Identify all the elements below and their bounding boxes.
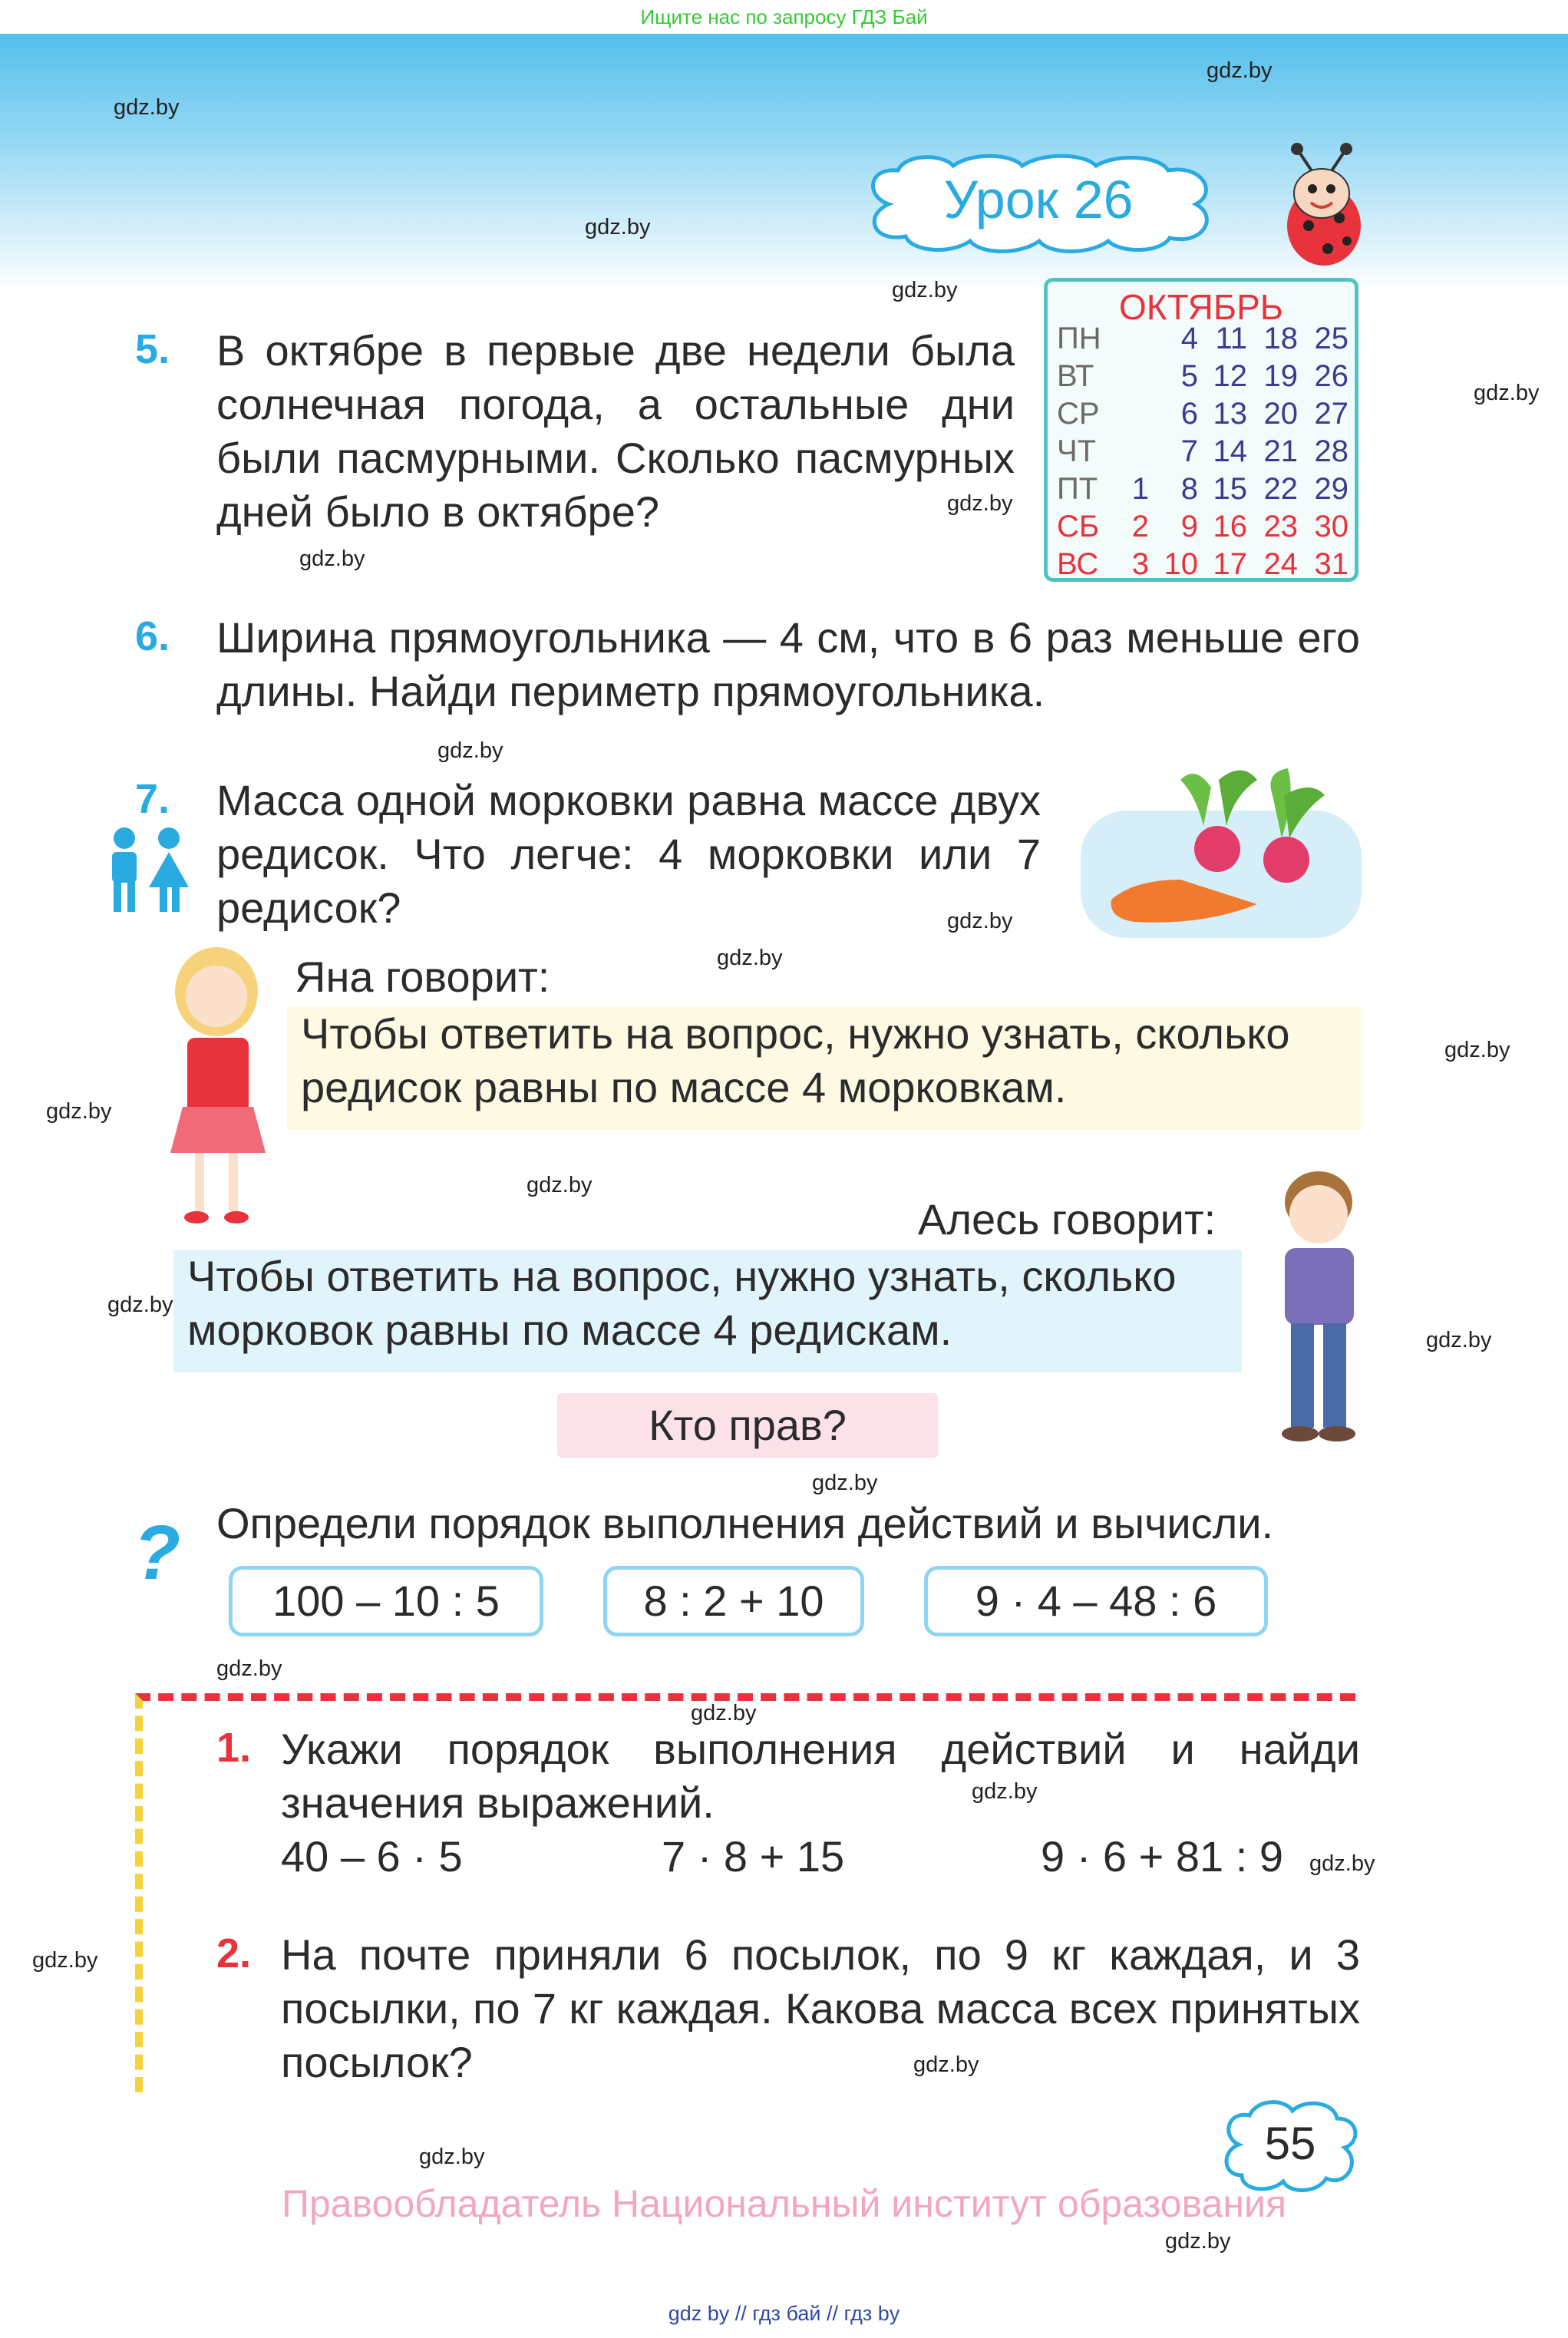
date: 24: [1263, 547, 1298, 581]
october-calendar: [1044, 278, 1358, 582]
watermark: gdz.by: [1309, 1851, 1375, 1876]
date: 9: [1180, 510, 1198, 543]
watermark: gdz.by: [419, 2145, 485, 2169]
ales-says-label: Алесь говорит:: [918, 1195, 1216, 1243]
watermark: gdz.by: [717, 946, 783, 970]
weekday: ПН: [1057, 322, 1101, 355]
watermark: gdz.by: [691, 1701, 757, 1725]
date: 2: [1131, 510, 1149, 543]
watermark: gdz.by: [1426, 1328, 1492, 1352]
calendar-row: [1057, 434, 1356, 471]
date: 28: [1314, 434, 1348, 468]
date: 11: [1215, 322, 1247, 355]
task-6-number: 6.: [135, 613, 170, 659]
yana-girl-illustration: [161, 946, 276, 1230]
watermark: gdz.by: [1444, 1038, 1510, 1062]
watermark: gdz.by: [892, 278, 958, 302]
date: 16: [1213, 510, 1247, 543]
ales-boy-illustration: [1259, 1167, 1374, 1451]
calendar-month: ОКТЯБРЬ: [1119, 287, 1283, 327]
radish-carrot-illustration: [1081, 764, 1362, 938]
extra-task-2-number: 2.: [216, 1930, 252, 1976]
date: 31: [1314, 547, 1348, 581]
calendar-row: [1057, 510, 1356, 547]
calendar-row: [1057, 359, 1356, 396]
date: 13: [1213, 397, 1247, 431]
watermark: gdz.by: [913, 2052, 979, 2077]
watermark: gdz.by: [216, 1656, 282, 1681]
yana-speech-box: Чтобы ответить на вопрос, нужно узнать, сколько редисок равны по массе 4 морковкам.: [287, 1007, 1362, 1130]
watermark: gdz.by: [114, 95, 180, 120]
extra-task-1-text: Укажи порядок выполнения действий и найди значения выражений.: [281, 1725, 1360, 1827]
task-5-number: 5.: [135, 326, 170, 372]
ladybug-icon: [1274, 141, 1374, 272]
date: 20: [1263, 397, 1298, 431]
weekday: СБ: [1057, 510, 1100, 543]
task-6-text: Ширина прямоугольника — 4 см, что в 6 раз меньше его длины. Найди периметр прямоугольника.: [216, 613, 1360, 715]
weekday: ВС: [1057, 547, 1099, 581]
date: 14: [1213, 434, 1247, 468]
top-banner[interactable]: Ищите нас по запросу ГДЗ Бай: [0, 0, 1568, 34]
watermark: gdz.by: [1165, 2229, 1231, 2254]
lesson-title-cloud: [858, 150, 1226, 255]
date: 22: [1263, 472, 1298, 506]
date: 8: [1180, 472, 1198, 506]
lesson-title: Урок 26: [943, 170, 1134, 230]
date: 4: [1180, 322, 1198, 355]
watermark: gdz.by: [1474, 381, 1540, 405]
calendar-row: [1057, 472, 1356, 509]
calendar-row: [1057, 547, 1356, 584]
watermark: gdz.by: [107, 1293, 173, 1317]
expression-box: 8 : 2 + 10: [603, 1566, 864, 1636]
date: 5: [1180, 359, 1198, 393]
date: 25: [1314, 322, 1348, 355]
page-number: 55: [1264, 2118, 1316, 2169]
date: 26: [1314, 359, 1348, 393]
watermark: gdz.by: [947, 491, 1013, 516]
watermark: gdz.by: [972, 1779, 1038, 1804]
watermark: gdz.by: [437, 738, 503, 763]
date: 19: [1263, 359, 1298, 393]
pair-work-icon: [98, 824, 195, 913]
date: 15: [1213, 472, 1247, 506]
date: 29: [1314, 472, 1348, 506]
footer-links[interactable]: gdz by // гдз бай // гдз by: [668, 2302, 900, 2325]
date: 17: [1213, 547, 1247, 581]
date: 18: [1263, 322, 1298, 355]
watermark: gdz.by: [947, 909, 1013, 933]
extra-expression: 7 · 8 + 15: [662, 1832, 845, 1881]
date: 7: [1180, 434, 1198, 468]
watermark: gdz.by: [1207, 58, 1273, 83]
page-number-cloud: [1219, 2095, 1362, 2195]
watermark: gdz.by: [32, 1948, 98, 1973]
extra-expression: 40 – 6 · 5: [281, 1832, 463, 1881]
date: 30: [1314, 510, 1348, 543]
weekday: СР: [1057, 397, 1100, 431]
copyright-text: Правообладатель Национальный институт образования: [281, 2182, 1287, 2225]
date: 21: [1263, 434, 1298, 468]
weekday: ЧТ: [1057, 434, 1097, 468]
who-is-right-label: Кто прав?: [557, 1393, 938, 1458]
weekday: ПТ: [1057, 472, 1098, 506]
date: 12: [1213, 359, 1247, 393]
yana-says-label: Яна говорит:: [295, 953, 550, 1001]
date: 10: [1164, 547, 1198, 581]
question-text: Определи порядок выполнения действий и вычисли.: [216, 1499, 1274, 1547]
expression-box: 100 – 10 : 5: [229, 1566, 543, 1636]
date: 27: [1314, 397, 1348, 431]
extra-expression: 9 · 6 + 81 : 9: [1041, 1832, 1283, 1881]
task-7-number: 7.: [135, 776, 170, 822]
weekday: ВТ: [1057, 359, 1094, 393]
date: 6: [1180, 397, 1198, 431]
date: 1: [1131, 472, 1149, 506]
expression-box: 9 · 4 – 48 : 6: [924, 1566, 1268, 1636]
watermark: gdz.by: [585, 215, 651, 239]
ales-speech-box: Чтобы ответить на вопрос, нужно узнать, сколько морковок равны по массе 4 редискам.: [173, 1250, 1242, 1372]
watermark: gdz.by: [812, 1471, 878, 1495]
task-7-text: Масса одной морковки равна массе двух редисок. Что легче: 4 морковки или 7 редисок?: [216, 776, 1041, 932]
date: 23: [1263, 510, 1298, 543]
question-mark-icon: ?: [134, 1510, 181, 1596]
task-5-text: В октябре в первые две недели была солнечная погода, а остальные дни были пасмурными. Сколько пасмурных дней было в октябре?: [216, 326, 1015, 536]
date: 3: [1131, 547, 1149, 581]
calendar-row: [1057, 397, 1356, 434]
watermark: gdz.by: [527, 1173, 593, 1197]
calendar-row: [1057, 322, 1356, 358]
extra-task-1-number: 1.: [216, 1725, 252, 1771]
watermark: gdz.by: [299, 547, 365, 571]
watermark: gdz.by: [46, 1099, 112, 1124]
extra-task-2-text: На почте приняли 6 посылок, по 9 кг каждая, и 3 посылки, по 7 кг каждая. Какова масса всех принятых посылок?: [281, 1930, 1360, 2086]
